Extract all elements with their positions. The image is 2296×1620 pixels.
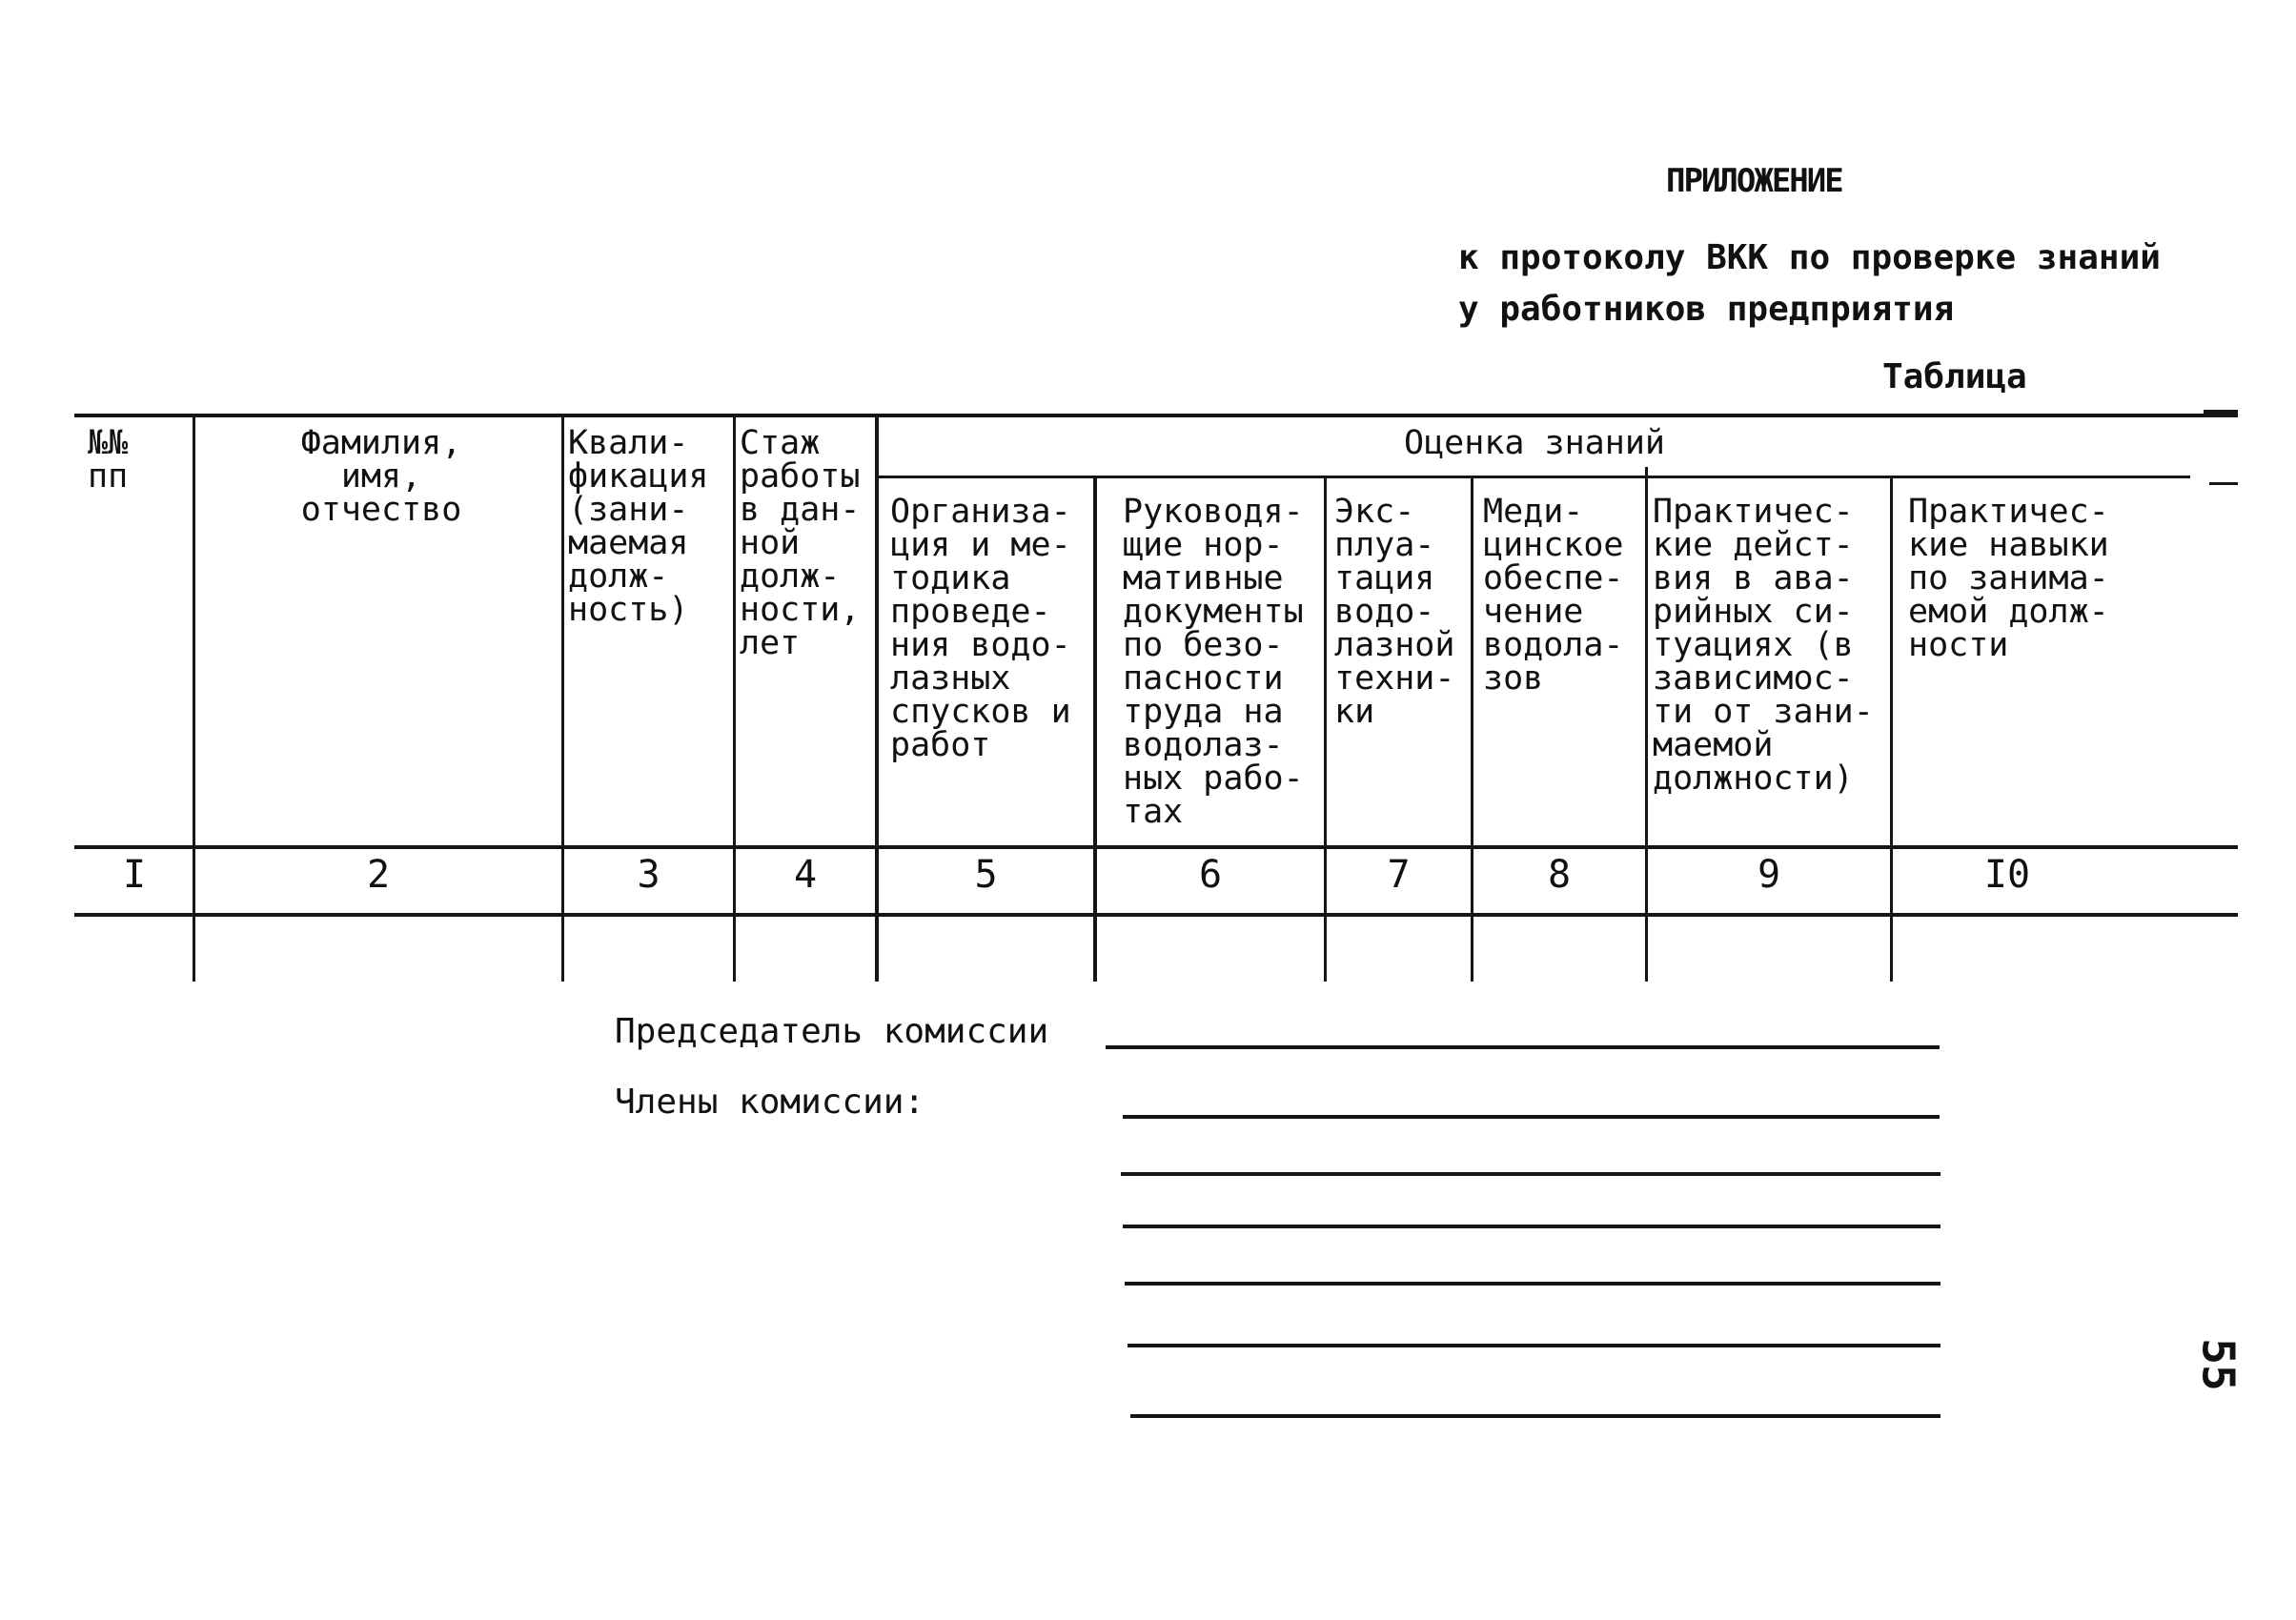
header-cell-experience: Стаж работы в дан- ной долж- ности, лет bbox=[740, 424, 861, 662]
header-bottom-border bbox=[74, 845, 2238, 849]
header-cell-knowledge-assessment: Оценка знаний bbox=[1404, 424, 1665, 462]
appendix-subtitle-line-2: у работников предприятия bbox=[1458, 290, 1955, 329]
column-number-3: 3 bbox=[637, 853, 660, 897]
header-cell-medical-support: Меди- цинское обеспе- чение водола- зов bbox=[1483, 493, 1624, 698]
group-header-divider-tail bbox=[2209, 482, 2238, 485]
column-divider-9 bbox=[1890, 476, 1893, 982]
column-number-1: I bbox=[122, 853, 147, 897]
table-top-border bbox=[74, 414, 2238, 417]
column-number-4: 4 bbox=[793, 853, 818, 897]
column-number-2: 2 bbox=[366, 853, 391, 897]
member-signature-line-5 bbox=[1128, 1344, 1940, 1347]
appendix-title: ПРИЛОЖЕНИЕ bbox=[1666, 162, 1842, 200]
header-cell-full-name: Фамилия, имя, отчество bbox=[300, 424, 462, 529]
page-number: 55 bbox=[2192, 1338, 2245, 1391]
chairman-signature-line bbox=[1106, 1045, 1940, 1049]
chairman-label: Председатель комиссии bbox=[615, 1012, 1049, 1051]
column-number-6: 6 bbox=[1198, 853, 1223, 897]
column-divider-7 bbox=[1471, 476, 1473, 982]
appendix-subtitle-line-1: к протоколу ВКК по проверке знаний bbox=[1458, 238, 2161, 277]
column-number-8: 8 bbox=[1547, 853, 1572, 897]
member-signature-line-1 bbox=[1123, 1115, 1940, 1119]
member-signature-line-6 bbox=[1130, 1414, 1940, 1418]
header-cell-safety-documents: Руководя- щие нор- мативные документы по безо- пасности труда на водолаз- ных рабо- тах bbox=[1123, 493, 1304, 831]
header-cell-emergency-actions: Практичес- кие дейст- вия в ава- рийных си- туациях (в зависимос- ти от зани- маемой должности) bbox=[1653, 493, 1874, 798]
header-cell-qualification: Квали- фикация (зани- маемая долж- ность) bbox=[568, 424, 709, 629]
column-divider-6 bbox=[1324, 476, 1327, 982]
column-divider-8 bbox=[1645, 467, 1648, 982]
column-number-5: 5 bbox=[974, 853, 998, 897]
column-number-10: I0 bbox=[1983, 853, 2031, 897]
header-cell-practical-skills: Практичес- кие навыки по занима- емой долж- ности bbox=[1908, 493, 2109, 664]
table-label: Таблица bbox=[1882, 357, 2027, 396]
column-divider-4 bbox=[875, 415, 879, 982]
column-divider-3 bbox=[733, 415, 736, 982]
column-number-7: 7 bbox=[1387, 853, 1411, 897]
member-signature-line-2 bbox=[1121, 1172, 1940, 1176]
members-label: Члены комиссии: bbox=[615, 1083, 925, 1122]
group-header-divider bbox=[875, 476, 2190, 478]
column-divider-2 bbox=[561, 415, 564, 982]
member-signature-line-3 bbox=[1123, 1225, 1940, 1228]
header-cell-equipment-operation: Экс- плуа- тация водо- лазной техни- ки bbox=[1334, 493, 1455, 731]
column-divider-5 bbox=[1093, 476, 1097, 982]
table-top-border-tail bbox=[2204, 410, 2238, 414]
header-cell-number: №№ пп bbox=[88, 424, 129, 496]
header-cell-dive-organization: Организа- ция и ме- тодика проведе- ния водо- лазных спусков и работ bbox=[890, 493, 1071, 764]
column-divider-1 bbox=[193, 415, 195, 982]
column-number-9: 9 bbox=[1757, 853, 1781, 897]
number-row-bottom-border bbox=[74, 913, 2238, 917]
member-signature-line-4 bbox=[1125, 1282, 1940, 1286]
